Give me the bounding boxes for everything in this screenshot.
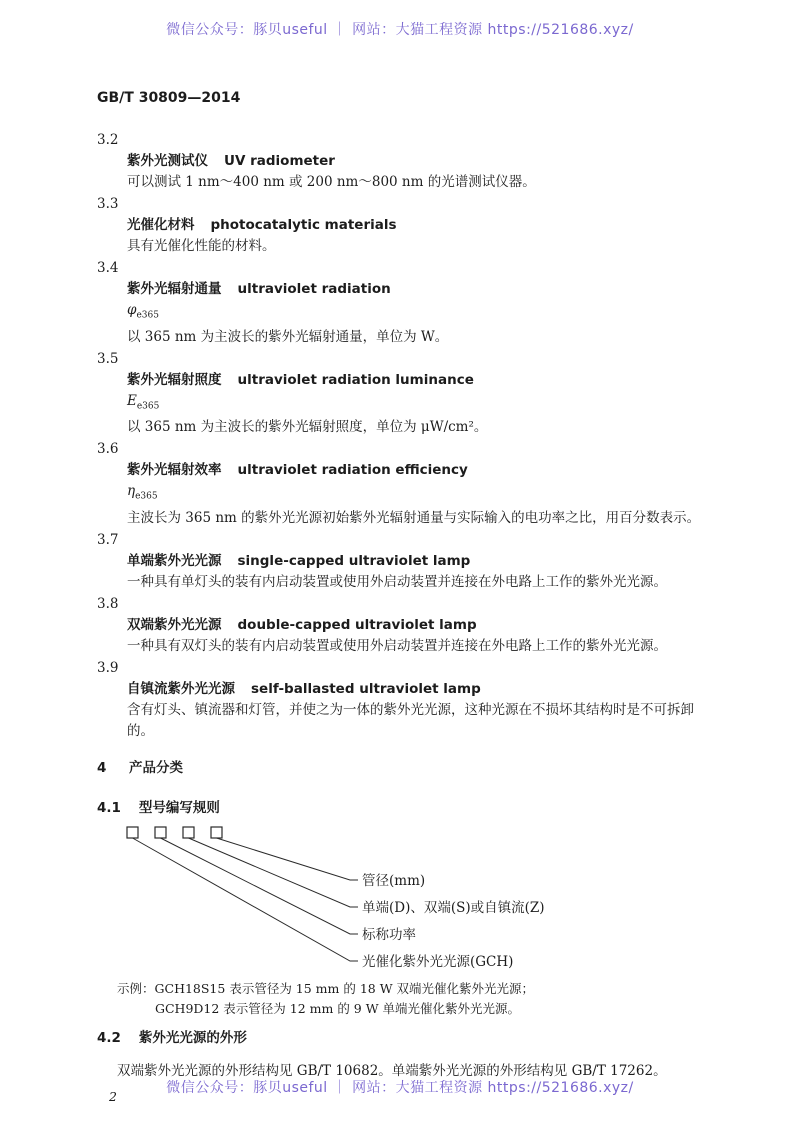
section-4-2-heading [97,1028,717,1049]
section-4-1-heading [97,798,717,819]
term-zh: 紫外光辐射照度 [127,371,222,388]
example-prefix: 示例： [117,981,155,997]
term-en: self-ballasted ultraviolet lamp [251,681,481,698]
term-en: photocatalytic materials [210,217,397,233]
term-definition: 一种具有单灯头的装有内启动装置或使用外启动装置并连接在外电路上工作的紫外光光源。 [127,574,667,591]
term-en: ultraviolet radiation luminance [237,371,474,388]
term-definition: 可以测试 1 nm～400 nm 或 200 nm～800 nm 的光谱测试仪器。 [127,174,536,190]
term-number: 3.8 [97,596,119,613]
term-symbol: $\eta_{e365}$ [127,483,158,503]
leader-line [189,838,359,907]
term-title [97,370,717,391]
term-definition: 具有光催化性能的材料。 [127,238,276,254]
page-number: 2 [109,1089,117,1105]
term-block-3.6 [97,439,717,529]
diagram-label-cap-type: 单端(D)、双端(S)或自镇流(Z) [362,900,545,917]
leader-line [133,838,359,961]
section-title: 紫外光光源的外形 [138,1030,247,1047]
term-definition: 一种具有双灯头的装有内启动装置或使用外启动装置并连接在外电路上工作的紫外光光源。 [127,638,667,655]
model-code-diagram [112,825,672,975]
term-definition: 主波长为 365 nm 的紫外光光源初始紫外光辐射通量与实际输入的电功率之比，用百分数表示。 [127,510,701,527]
term-block-3.2 [97,130,717,193]
example-text: GCH18S15 表示管径为 15 mm 的 18 W 双端光催化紫外光光源； [154,981,535,997]
code-box-3 [183,827,194,838]
code-box-1 [127,827,138,838]
term-block-3.7 [97,530,717,593]
diagram-label-rated-power: 标称功率 [362,927,416,944]
term-block-3.4 [97,258,717,348]
examples-block [97,979,717,1019]
code-box-2 [155,827,166,838]
term-zh: 自镇流紫外光光源 [127,681,235,698]
diagram-label-tube-diameter: 管径(mm) [362,873,426,890]
term-block-3.3 [97,194,717,257]
section-number: 4 [97,760,107,777]
diagram-label-lamp-series: 光催化紫外光光源(GCH) [362,954,514,971]
term-zh: 紫外光辐射通量 [127,281,222,297]
term-zh: 紫外光辐射效率 [127,462,222,479]
section-4-heading [97,758,717,779]
code-box-4 [211,827,222,838]
term-title [97,215,717,236]
section-number: 4.1 [97,800,121,817]
term-block-3.9 [97,658,717,742]
term-zh: 单端紫外光光源 [127,553,222,570]
section-number: 4.2 [97,1030,121,1047]
term-zh: 紫外光测试仪 [127,153,208,169]
term-en: ultraviolet radiation [237,281,391,297]
section-title: 型号编写规则 [138,800,220,817]
term-title [97,151,717,172]
term-number: 3.6 [97,441,119,458]
term-number: 3.7 [97,532,119,549]
term-definition: 含有灯头、镇流器和灯管，并使之为一体的紫外光光源，这种光源在不损坏其结构时是不可拆卸的。 [127,702,694,740]
page-content [97,88,717,1107]
section-4-2-body: 双端紫外光光源的外形结构见 GB/T 10682。单端紫外光光源的外形结构见 GB/T 17262。 [117,1063,667,1080]
section-title: 产品分类 [129,760,183,777]
term-definition: 以 365 nm 为主波长的紫外光辐射通量，单位为 W。 [127,328,449,345]
term-number: 3.4 [97,260,119,276]
watermark-footer: 微信公众号：豚贝useful ｜ 网站：大猫工程资源 https://521686.xyz/ [166,1080,634,1096]
term-title [97,279,717,300]
term-number: 3.3 [97,196,119,212]
term-symbol: $\varphi_{e365}$ [127,302,159,321]
example-line-2: GCH9D12 表示管径为 12 mm 的 9 W 单端光催化紫外光光源。 [155,1001,521,1017]
term-en: ultraviolet radiation efficiency [237,462,468,479]
term-en: single-capped ultraviolet lamp [237,553,471,570]
term-en: double-capped ultraviolet lamp [237,617,477,634]
term-number: 3.5 [97,350,119,367]
term-number: 3.9 [97,660,119,677]
term-title [97,551,717,572]
term-zh: 双端紫外光光源 [127,617,222,634]
term-number: 3.2 [97,132,119,148]
terms-section [97,130,717,742]
term-title [97,460,717,481]
leader-line [161,838,359,934]
term-title [97,615,717,636]
watermark-header: 微信公众号：豚贝useful ｜ 网站：大猫工程资源 https://521686.xyz/ [166,22,634,38]
term-definition: 以 365 nm 为主波长的紫外光辐射照度，单位为 μW/cm²。 [127,419,488,436]
standard-code: GB/T 30809—2014 [97,90,241,106]
term-block-3.5 [97,349,717,439]
term-zh: 光催化材料 [127,217,195,233]
term-block-3.8 [97,594,717,657]
term-symbol: $E_{e365}$ [127,392,160,412]
example-line-1 [117,979,717,999]
term-title [97,679,717,700]
term-en: UV radiometer [224,153,335,169]
